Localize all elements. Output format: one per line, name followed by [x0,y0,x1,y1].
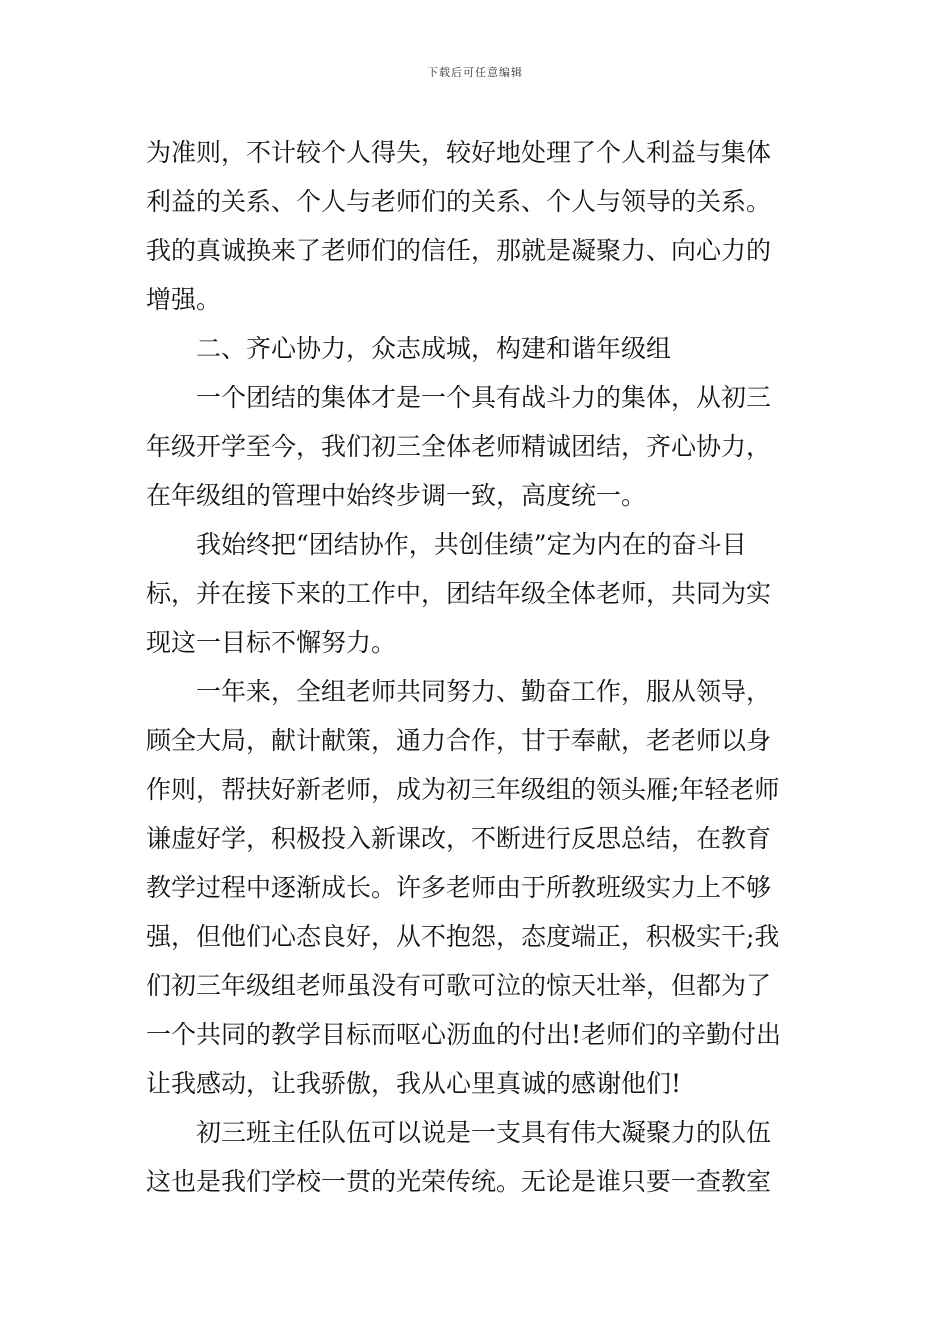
text-line: 作则，帮扶好新老师，成为初三年级组的领头雁;年轻老师 [146,775,780,804]
text-line: 增强。 [146,285,222,314]
document-body [146,128,806,1206]
text-line: 让我感动，让我骄傲，我从心里真诚的感谢他们! [146,1069,682,1098]
text-line: 初三班主任队伍可以说是一支具有伟大凝聚力的队伍 [196,1118,772,1147]
text-line: 利益的关系、个人与老师们的关系、个人与领导的关系。 [146,187,772,216]
page-header: 下载后可任意编辑 [427,66,523,79]
text-line: 现这一目标不懈努力。 [146,628,397,657]
text-line: 标，并在接下来的工作中，团结年级全体老师，共同为实 [146,579,772,608]
text-line: 一年来，全组老师共同努力、勤奋工作，服从领导， [196,677,772,706]
text-line: 我的真诚换来了老师们的信任，那就是凝聚力、向心力的 [146,236,772,265]
text-line: 我始终把“团结协作，共创佳绩”定为内在的奋斗目 [196,530,747,559]
text-line: 在年级组的管理中始终步调一致，高度统一。 [146,481,647,510]
text-line: 顾全大局，献计献策，通力合作，甘于奉献，老老师以身 [146,726,772,755]
text-line: 这也是我们学校一贯的光荣传统。无论是谁只要一查教室 [146,1167,772,1196]
text-line: 们初三年级组老师虽没有可歌可泣的惊天壮举，但都为了 [146,971,772,1000]
text-line: 谦虚好学，积极投入新课改，不断进行反思总结，在教育 [146,824,772,853]
text-line: 一个团结的集体才是一个具有战斗力的集体，从初三 [196,383,772,412]
text-line: 教学过程中逐渐成长。许多老师由于所教班级实力上不够 [146,873,772,902]
text-line: 年级开学至今，我们初三全体老师精诚团结，齐心协力， [146,432,772,461]
text-line: 为准则，不计较个人得失，较好地处理了个人利益与集体 [146,138,772,167]
text-line: 强，但他们心态良好，从不抱怨，态度端正，积极实干;我 [146,922,780,951]
text-line: 一个共同的教学目标而呕心沥血的付出!老师们的辛勤付出 [146,1020,782,1049]
text-line: 二、齐心协力，众志成城，构建和谐年级组 [196,334,672,363]
